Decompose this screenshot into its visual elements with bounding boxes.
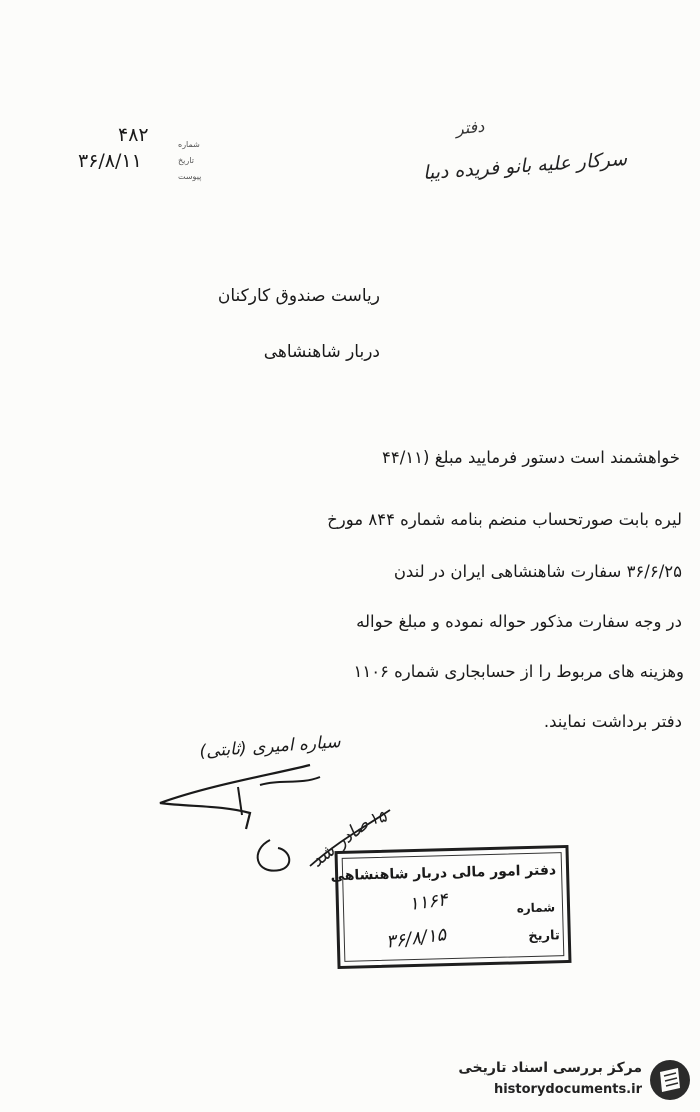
body-line: وهزینه های مربوط را از حسابجاری شماره ۱۱۰۶	[353, 662, 684, 681]
office-name: سرکار علیه بانو فریده دیبا	[422, 147, 628, 185]
letter-date: ۳۶/۸/۱۱	[78, 150, 142, 172]
stamp-number: ۱۱۶۴	[407, 889, 449, 916]
body-line: ۳۶/۶/۲۵ سفارت شاهنشاهی ایران در لندن	[393, 562, 682, 581]
date-label: تاریخ	[178, 156, 194, 165]
stamp-number-label: شماره	[516, 900, 556, 916]
office-label: دفتر	[454, 116, 486, 139]
body-line: دفتر برداشت نمایند.	[543, 712, 682, 731]
watermark-url[interactable]: historydocuments.ir	[493, 1082, 642, 1097]
body-line: در وجه سفارت مذکور حواله نموده و مبلغ حواله	[356, 612, 682, 631]
letter-meta	[78, 124, 218, 188]
watermark-title: مرکز بررسی اسناد تاریخی	[458, 1060, 642, 1076]
stamp-title: دفتر امور مالی دربار شاهنشاهی	[330, 862, 557, 885]
addressee-line-1: ریاست صندوق کارکنان	[217, 286, 380, 306]
archive-logo-icon	[648, 1058, 692, 1102]
attachment-label: پیوست	[178, 172, 202, 181]
finance-office-stamp	[330, 845, 571, 969]
stamp-date-label: تاریخ	[528, 928, 560, 945]
archive-watermark	[420, 1058, 692, 1106]
number-label: شماره	[178, 140, 200, 149]
body-line: خواهشمند است دستور فرمایید مبلغ (۴۴/۱۱	[382, 448, 680, 467]
signer-name: سیاره امیری (ثابتی)	[198, 732, 342, 762]
annotation-number: ۱۵	[368, 806, 389, 829]
body-line: لیره بابت صورتحساب منضم بنامه شماره ۸۴۴ مورخ	[327, 510, 682, 529]
stamp-date: ۳۶/۸/۱۵	[384, 924, 448, 953]
letter-number: ۴۸۲	[118, 124, 149, 146]
annotation-text: صادر شد	[306, 813, 374, 872]
addressee-line-2: دربار شاهنشاهی	[263, 342, 380, 362]
